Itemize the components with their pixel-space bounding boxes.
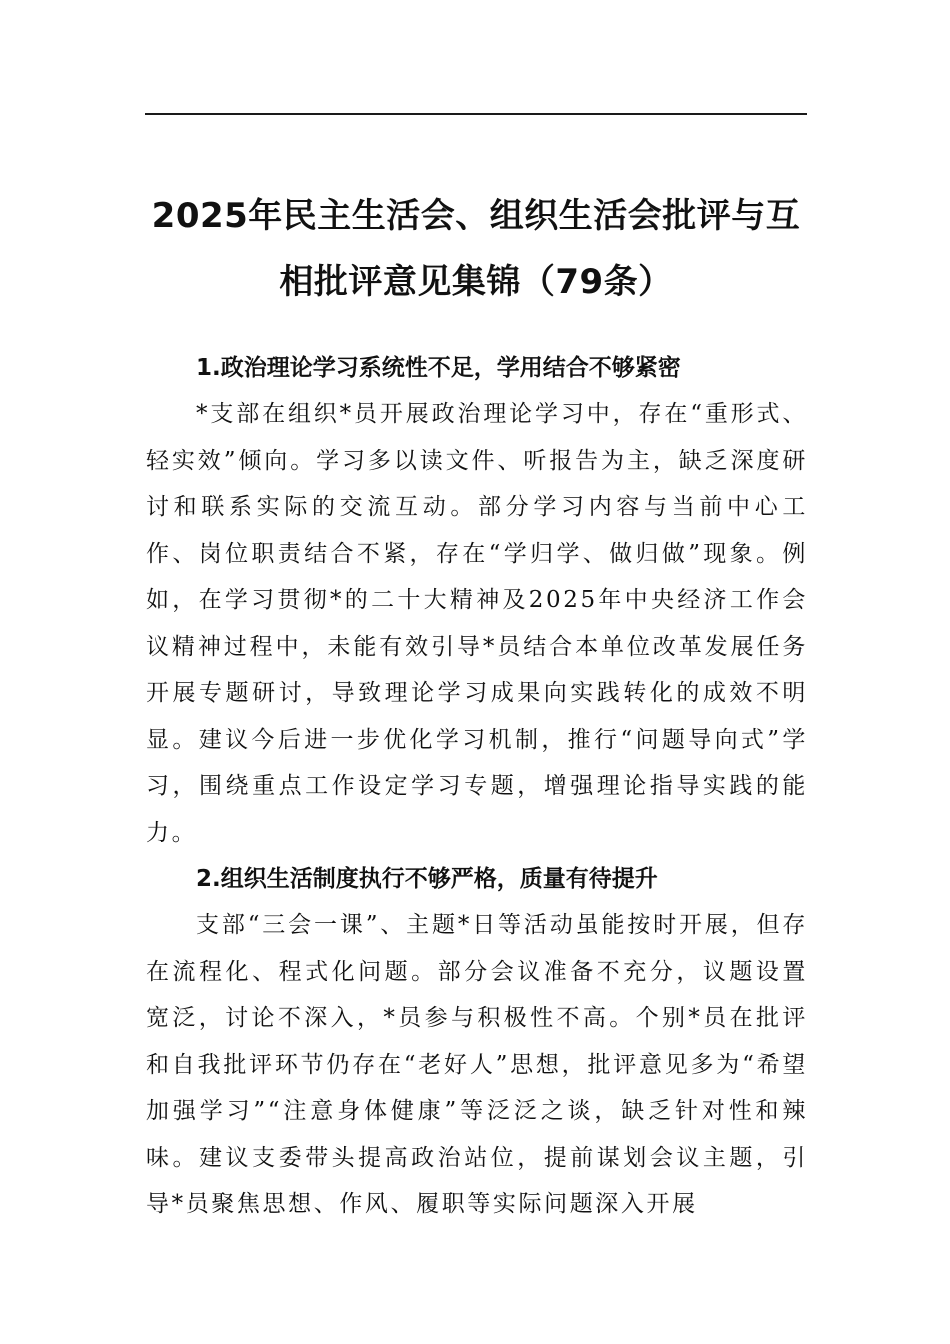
section-2-heading: 2.组织生活制度执行不够严格，质量有待提升 [196,866,658,892]
document-body [146,345,808,1228]
section-1-paragraph: *支部在组织*员开展政治理论学习中，存在“重形式、轻实效”倾向。学习多以读文件、听报告为主，缺乏深度研讨和联系实际的交流互动。部分学习内容与当前中心工作、岗位职责结合不紧，存在“学归学、做归做”现象。例如，在学习贯彻*的二十大精神及2025年中央经济工作会议精神过程中，未能有效引导*员结合本单位改革发展任务开展专题研讨，导致理论学习成果向实践转化的成效不明显。建议今后进一步优化学习机制，推行“问题导向式”学习，围绕重点工作设定学习专题，增强理论指导实践的能力。 [146,401,808,846]
header-rule [145,113,807,115]
section-1-heading: 1.政治理论学习系统性不足，学用结合不够紧密 [196,355,681,381]
title-line-2: 相批评意见集锦（79条） [279,261,673,302]
document-title [140,183,812,315]
title-line-1: 2025年民主生活会、组织生活会批评与互 [151,195,801,236]
section-2-paragraph: 支部“三会一课”、主题*日等活动虽能按时开展，但存在流程化、程式化问题。部分会议准备不充分，议题设置宽泛，讨论不深入，*员参与积极性不高。个别*员在批评和自我批评环节仍存在“老好人”思想，批评意见多为“希望加强学习”“注意身体健康”等泛泛之谈，缺乏针对性和辣味。建议支委带头提高政治站位，提前谋划会议主题，引导*员聚焦思想、作风、履职等实际问题深入开展 [146,912,808,1217]
